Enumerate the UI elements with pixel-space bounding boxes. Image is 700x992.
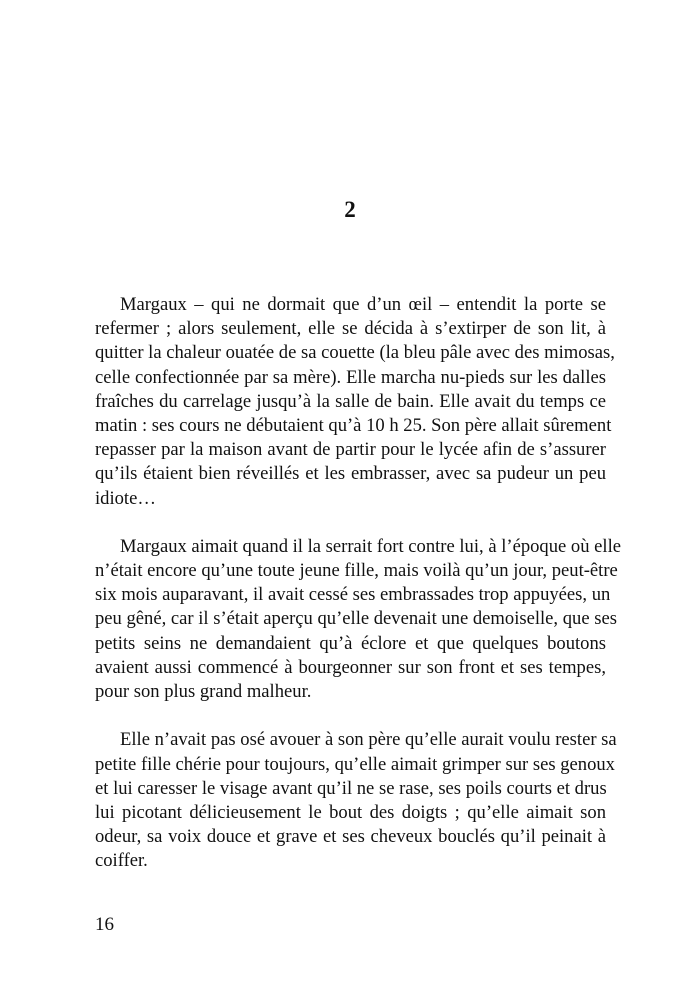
text-line: idiote… <box>95 487 156 509</box>
chapter-body <box>95 293 621 898</box>
text-line: et lui caresser le visage avant qu’il ne se rase, ses poils courts et drus <box>95 777 607 799</box>
text-line: pour son plus grand malheur. <box>95 681 312 702</box>
text-line: n’était encore qu’une toute jeune fille, mais voilà qu’un jour, peut-être <box>95 560 618 582</box>
text-line: Margaux aimait quand il la serrait fort contre lui, à l’époque où elle <box>120 535 621 557</box>
text-line: fraîches du carrelage jusqu’à la salle de bain. Elle avait du temps ce <box>95 390 606 412</box>
text-line: six mois auparavant, il avait cessé ses embrassades trop appuyées, un <box>95 584 611 606</box>
page-number: 16 <box>95 914 114 935</box>
text-line: Margaux – qui ne dormait que d’un œil – entendit la porte se <box>120 294 606 315</box>
text-line: petits seins ne demandaient qu’à éclore et que quelques boutons <box>95 632 606 654</box>
text-line: peu gêné, car il s’était aperçu qu’elle devenait une demoiselle, que ses <box>95 608 617 630</box>
paragraph <box>95 728 617 873</box>
text-line: lui picotant délicieusement le bout des doigts ; qu’elle aimait son <box>95 801 606 823</box>
text-line: petite fille chérie pour toujours, qu’elle aimait grimper sur ses genoux <box>95 753 615 775</box>
text-line: repasser par la maison avant de partir pour le lycée afin de s’assurer <box>95 439 606 461</box>
text-line: avaient aussi commencé à bourgeonner sur son front et ses tempes, <box>95 656 606 678</box>
paragraph <box>95 293 615 511</box>
text-line: qu’ils étaient bien réveillés et les embrasser, avec sa pudeur un peu <box>95 463 606 485</box>
text-line: matin : ses cours ne débutaient qu’à 10 h 25. Son père allait sûrement <box>95 414 612 436</box>
text-line: odeur, sa voix douce et grave et ses cheveux bouclés qu’il peinait à <box>95 826 606 848</box>
text-line: quitter la chaleur ouatée de sa couette (la bleu pâle avec des mimosas, <box>95 342 615 364</box>
text-line: celle confectionnée par sa mère). Elle marcha nu-pieds sur les dalles <box>95 366 606 388</box>
paragraph <box>95 535 621 704</box>
text-line: refermer ; alors seulement, elle se décida à s’extirper de son lit, à <box>95 318 606 340</box>
text-line: Elle n’avait pas osé avouer à son père qu’elle aurait voulu rester sa <box>120 729 617 751</box>
text-line: coiffer. <box>95 850 148 872</box>
chapter-number: 2 <box>344 197 356 222</box>
